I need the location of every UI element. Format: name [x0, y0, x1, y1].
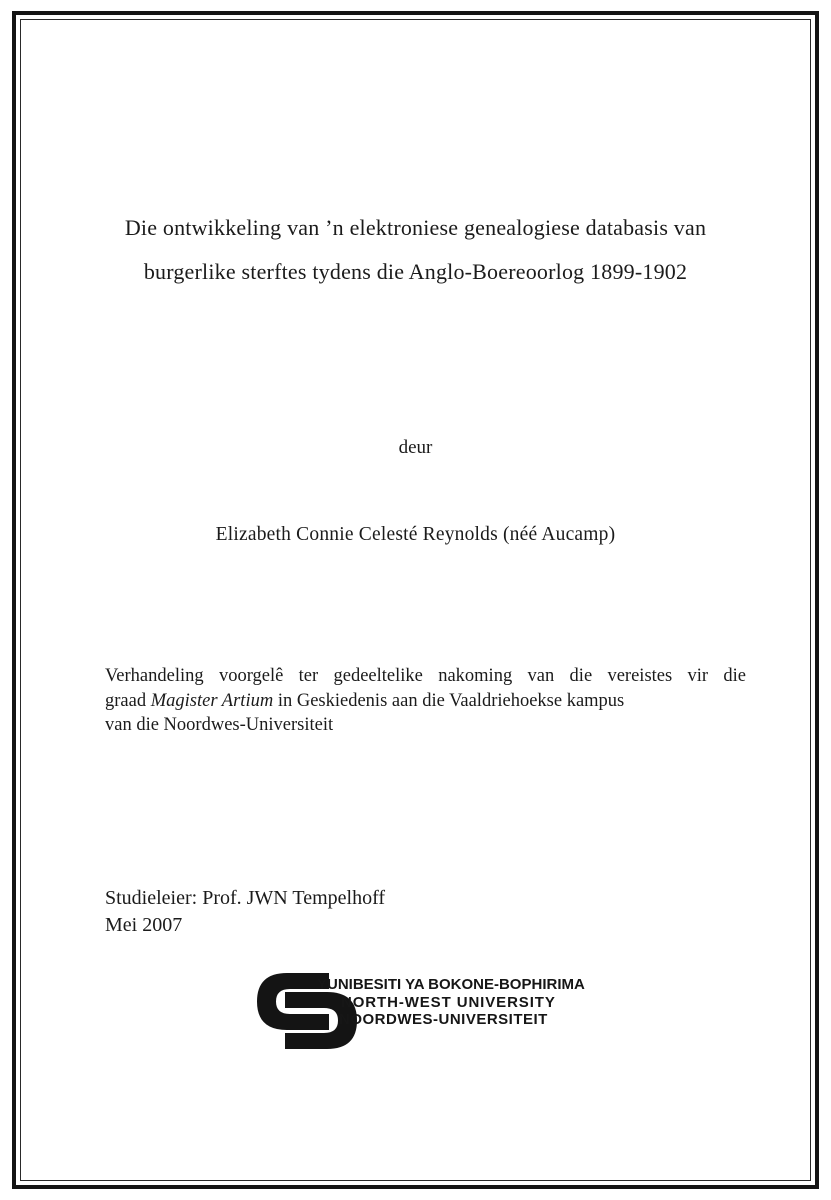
university-logo-block — [257, 973, 587, 1053]
submission-line2-pre: graad — [105, 690, 151, 711]
supervisor-line: Studieleier: Prof. JWN Tempelhoff — [105, 887, 386, 909]
thesis-title-line1: Die ontwikkeling van ’n elektroniese genealogiese databasis van — [124, 215, 707, 240]
supervisor-block — [105, 885, 385, 939]
thesis-title-line2: burgerlike sterftes tydens die Anglo-Boereoorlog 1899-1902 — [143, 259, 688, 284]
author-name: Elizabeth Connie Celesté Reynolds (néé Aucamp) — [215, 524, 616, 545]
university-name-english: NORTH-WEST UNIVERSITY — [341, 993, 556, 1011]
submission-line2-post: in Geskiedenis aan die Vaaldriehoekse kampus — [273, 690, 625, 711]
submission-line2 — [105, 689, 746, 714]
thesis-title — [60, 206, 771, 294]
university-name-afrikaans: NOORDWES-UNIVERSITEIT — [339, 1011, 548, 1028]
date-line: Mei 2007 — [105, 914, 183, 936]
submission-line1: Verhandeling voorgelê ter gedeeltelike nakoming van die vereistes vir die — [105, 666, 746, 686]
degree-name: Magister Artium — [150, 690, 274, 711]
submission-statement — [105, 664, 746, 738]
byline-label: deur — [398, 437, 433, 458]
university-name-block — [317, 976, 585, 1029]
submission-line3: van die Noordwes-Universiteit — [105, 715, 334, 735]
university-name-setswana: YUNIBESITI YA BOKONE-BOPHIRIMA — [317, 976, 585, 993]
